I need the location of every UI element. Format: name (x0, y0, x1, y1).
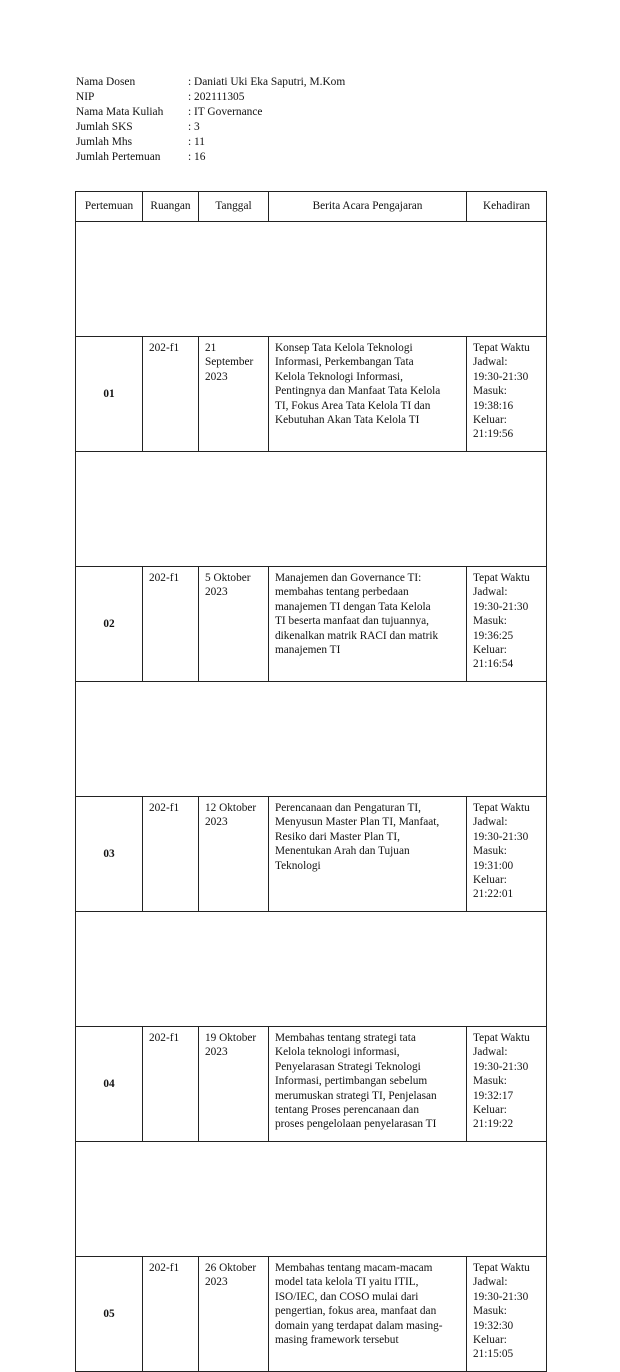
cell-ruangan: 202-f1 (143, 1027, 199, 1142)
info-row-sks (76, 120, 345, 135)
tanggal-text: 26 Oktober 2023 (205, 1262, 257, 1289)
info-value: : Daniati Uki Eka Saputri, M.Kom (188, 76, 346, 88)
teaching-log-table (75, 191, 547, 1372)
cell-tanggal (199, 337, 269, 452)
column-header-tanggal: Tanggal (199, 192, 269, 222)
cell-tanggal (199, 567, 269, 682)
cell-kehadiran (467, 1257, 547, 1372)
kehadiran-text: Tepat Waktu Jadwal: 19:30-21:30 Masuk: 19:36:25 Keluar: 21:16:54 (473, 572, 530, 671)
kehadiran-text: Tepat Waktu Jadwal: 19:30-21:30 Masuk: 19:31:00 Keluar: 21:22:01 (473, 802, 530, 901)
kehadiran-text: Tepat Waktu Jadwal: 19:30-21:30 Masuk: 19:32:17 Keluar: 21:19:22 (473, 1032, 530, 1131)
table-row (76, 797, 547, 912)
tanggal-text: 5 Oktober 2023 (205, 572, 251, 599)
cell-ruangan: 202-f1 (143, 1257, 199, 1372)
kehadiran-text: Tepat Waktu Jadwal: 19:30-21:30 Masuk: 19:38:16 Keluar: 21:19:56 (473, 342, 530, 441)
info-row-pertemuan (76, 150, 345, 165)
info-label: NIP (76, 91, 95, 104)
kehadiran-text: Tepat Waktu Jadwal: 19:30-21:30 Masuk: 19:32:30 Keluar: 21:15:05 (473, 1262, 530, 1361)
table-header-row (76, 192, 547, 222)
berita-text: Konsep Tata Kelola Teknologi Informasi, Perkembangan Tata Kelola Teknologi Informasi, Pentingnya dan Manfaat Tata Kelola TI, Fokus Area Tata Kelola TI dan Kebutuhan Akan Tata Kelola TI (275, 342, 441, 427)
cell-tanggal (199, 1027, 269, 1142)
cell-ruangan: 202-f1 (143, 337, 199, 452)
berita-text: Perencanaan dan Pengaturan TI, Menyusun Master Plan TI, Manfaat, Resiko dari Master Plan TI, Menentukan Arah dan Tujuan Teknologi (275, 802, 440, 872)
cell-kehadiran (467, 1027, 547, 1142)
column-header-pertemuan: Pertemuan (76, 192, 143, 222)
cell-berita-acara (269, 1027, 467, 1142)
info-value: : IT Governance (188, 106, 263, 119)
cell-berita-acara (269, 567, 467, 682)
info-label: Nama Dosen (76, 76, 136, 88)
cell-tanggal (199, 1257, 269, 1372)
cell-pertemuan: 05 (76, 1257, 143, 1372)
cell-kehadiran (467, 337, 547, 452)
info-row-mhs (76, 135, 345, 150)
info-value: : 202111305 (188, 91, 245, 104)
info-value: : 11 (188, 136, 205, 149)
tanggal-text: 21 September 2023 (205, 342, 254, 383)
cell-berita-acara (269, 337, 467, 452)
cell-pertemuan: 01 (76, 337, 143, 452)
table-row (76, 567, 547, 682)
table-row (76, 1257, 547, 1372)
tanggal-text: 12 Oktober 2023 (205, 802, 257, 829)
tanggal-text: 19 Oktober 2023 (205, 1032, 257, 1059)
info-value: : 3 (188, 121, 200, 134)
cell-ruangan: 202-f1 (143, 567, 199, 682)
cell-pertemuan: 03 (76, 797, 143, 912)
table-row (76, 337, 547, 452)
info-value: : 16 (188, 151, 206, 164)
column-header-berita-acara: Berita Acara Pengajaran (269, 192, 467, 222)
berita-text: Membahas tentang strategi tata Kelola teknologi informasi, Penyelarasan Strategi Teknologi Informasi, pertimbangan sebelum merumuskan strategi TI, Penjelasan tentang Proses perencanaan dan proses pengelolaan penyelarasan TI (275, 1032, 437, 1131)
cell-tanggal (199, 797, 269, 912)
cell-pertemuan: 04 (76, 1027, 143, 1142)
table-row (76, 1027, 547, 1142)
info-label: Jumlah SKS (76, 121, 133, 134)
cell-ruangan: 202-f1 (143, 797, 199, 912)
column-header-ruangan: Ruangan (143, 192, 199, 222)
cell-berita-acara (269, 1257, 467, 1372)
column-header-kehadiran: Kehadiran (467, 192, 547, 222)
berita-text: Membahas tentang macam-macam model tata kelola TI yaitu ITIL, ISO/IEC, dan COSO mulai dari pengertian, fokus area, manfaat dan domain yang terdapat dalam masing- masing framework tersebut (275, 1262, 443, 1347)
info-label: Jumlah Pertemuan (76, 151, 161, 164)
info-row-dosen (76, 75, 345, 90)
cell-berita-acara (269, 797, 467, 912)
info-label: Jumlah Mhs (76, 136, 133, 149)
lecturer-info-block (76, 75, 345, 166)
cell-kehadiran (467, 567, 547, 682)
info-row-mata-kuliah (76, 105, 345, 120)
info-label: Nama Mata Kuliah (76, 106, 164, 119)
berita-text: Manajemen dan Governance TI: membahas tentang perbedaan manajemen TI dengan Tata Kelola TI beserta manfaat dan tujuannya, dikenalkan matrik RACI dan matrik manajemen TI (275, 572, 439, 657)
cell-pertemuan: 02 (76, 567, 143, 682)
cell-kehadiran (467, 797, 547, 912)
info-row-nip (76, 90, 345, 105)
